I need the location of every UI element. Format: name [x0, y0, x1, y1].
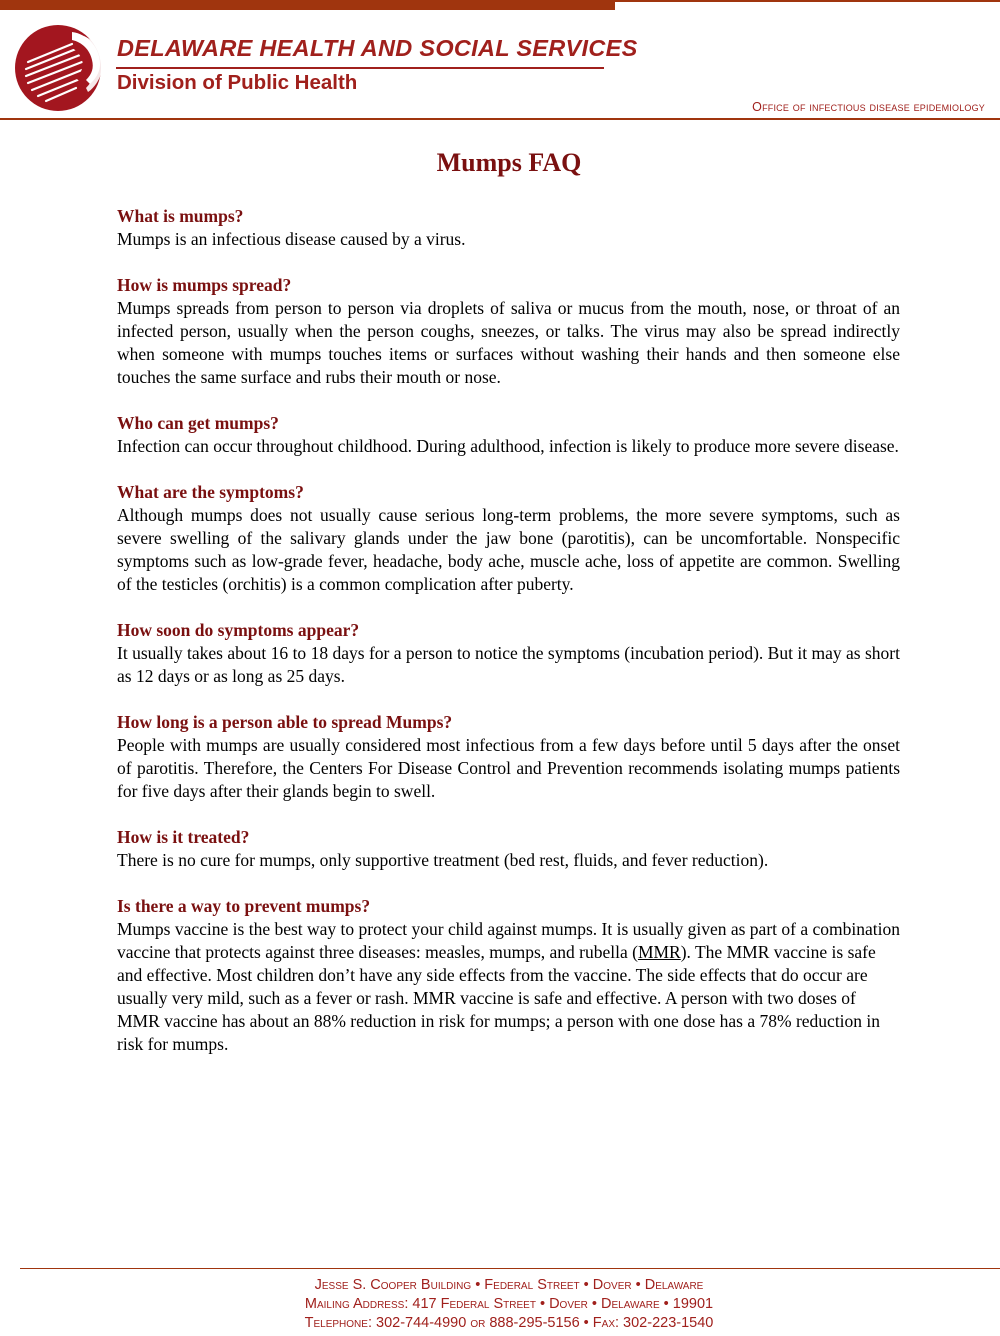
faq-answer: There is no cure for mumps, only supportive treatment (bed rest, fluids, and fever reduction).	[117, 850, 769, 870]
division-name: Division of Public Health	[117, 71, 358, 94]
faq-question: How is mumps spread?	[117, 275, 292, 295]
faq-content	[117, 205, 900, 1079]
faq-item	[117, 412, 900, 458]
faq-item	[117, 274, 900, 389]
header-rule	[0, 118, 1000, 120]
prevention-text-part1: Mumps vaccine is the best way to protect your child against mumps. It is usually given as part of a combination vaccine that protects against three diseases: measles, mumps, and rubella (	[117, 919, 900, 962]
footer-mailing-address: Mailing Address: 417 Federal Street • Dover • Delaware • 19901	[304, 1296, 714, 1312]
footer-rule	[20, 1268, 1000, 1269]
faq-item	[117, 205, 900, 251]
top-accent-bar	[0, 0, 615, 10]
faq-item	[117, 826, 900, 872]
faq-item	[117, 711, 900, 803]
faq-answer: Mumps spreads from person to person via droplets of saliva or mucus from the mouth, nose, or throat of an infected person, usually when the person coughs, sneezes, or talks. The virus may also be spread indirectly when someone with mumps touches items or surfaces without washing their hands and then someone else touches the same surface and rubs their mouth or nose.	[117, 298, 900, 387]
organization-name: DELAWARE HEALTH AND SOCIAL SERVICES	[117, 35, 638, 61]
faq-question: What is mumps?	[117, 206, 244, 226]
faq-question: Who can get mumps?	[117, 413, 279, 433]
top-accent-line	[615, 0, 1000, 2]
faq-answer: People with mumps are usually considered most infectious from a few days before until 5 days after the onset of parotitis. Therefore, the Centers For Disease Control and Prevention recommends isolating mumps patients for five days after their glands begin to swell.	[117, 735, 900, 801]
faq-answer: It usually takes about 16 to 18 days for a person to notice the symptoms (incubation period). But it may as short as 12 days or as long as 25 days.	[117, 643, 900, 686]
faq-item-prevention	[117, 895, 900, 1056]
faq-question: How long is a person able to spread Mumps?	[117, 712, 453, 732]
office-name: Office of infectious disease epidemiology	[752, 100, 985, 114]
faq-item	[117, 619, 900, 688]
faq-question: Is there a way to prevent mumps?	[117, 896, 371, 916]
footer-building: Jesse S. Cooper Building • Federal Street • Dover • Delaware	[314, 1277, 704, 1293]
faq-question: How soon do symptoms appear?	[117, 620, 360, 640]
faq-item	[117, 481, 900, 596]
footer	[0, 1276, 1000, 1333]
faq-question: What are the symptoms?	[117, 482, 304, 502]
footer-phone-fax: Telephone: 302-744-4990 or 888-295-5156 • Fax: 302-223-1540	[304, 1315, 714, 1331]
page-title: Mumps FAQ	[436, 148, 582, 177]
mmr-link[interactable]: MMR	[637, 942, 681, 962]
faq-answer: Mumps is an infectious disease caused by a virus.	[117, 229, 466, 249]
faq-question: How is it treated?	[117, 827, 250, 847]
faq-answer	[117, 918, 900, 1056]
organization-underline	[116, 67, 604, 69]
dhss-logo	[14, 22, 106, 112]
faq-answer: Although mumps does not usually cause serious long-term problems, the more severe symptoms, such as severe swelling of the salivary glands under the jaw bone (parotitis), can be uncomfortable. Nonspecific symptoms such as low-grade fever, headache, body ache, muscle ache, loss of appetite are common. Swelling of the testicles (orchitis) is a common complication after puberty.	[117, 505, 900, 594]
faq-answer: Infection can occur throughout childhood. During adulthood, infection is likely to produce more severe disease.	[117, 436, 899, 456]
prevention-text-part2: ). The MMR vaccine is safe and effective. Most children don’t have any side effects from the vaccine. The side effects that do occur are usually very mild, such as a fever or rash. MMR vaccine is safe and effective. A person with two doses of MMR vaccine has about an 88% reduction in risk for mumps; a person with one dose has a 78% reduction in risk for mumps.	[117, 942, 881, 1054]
